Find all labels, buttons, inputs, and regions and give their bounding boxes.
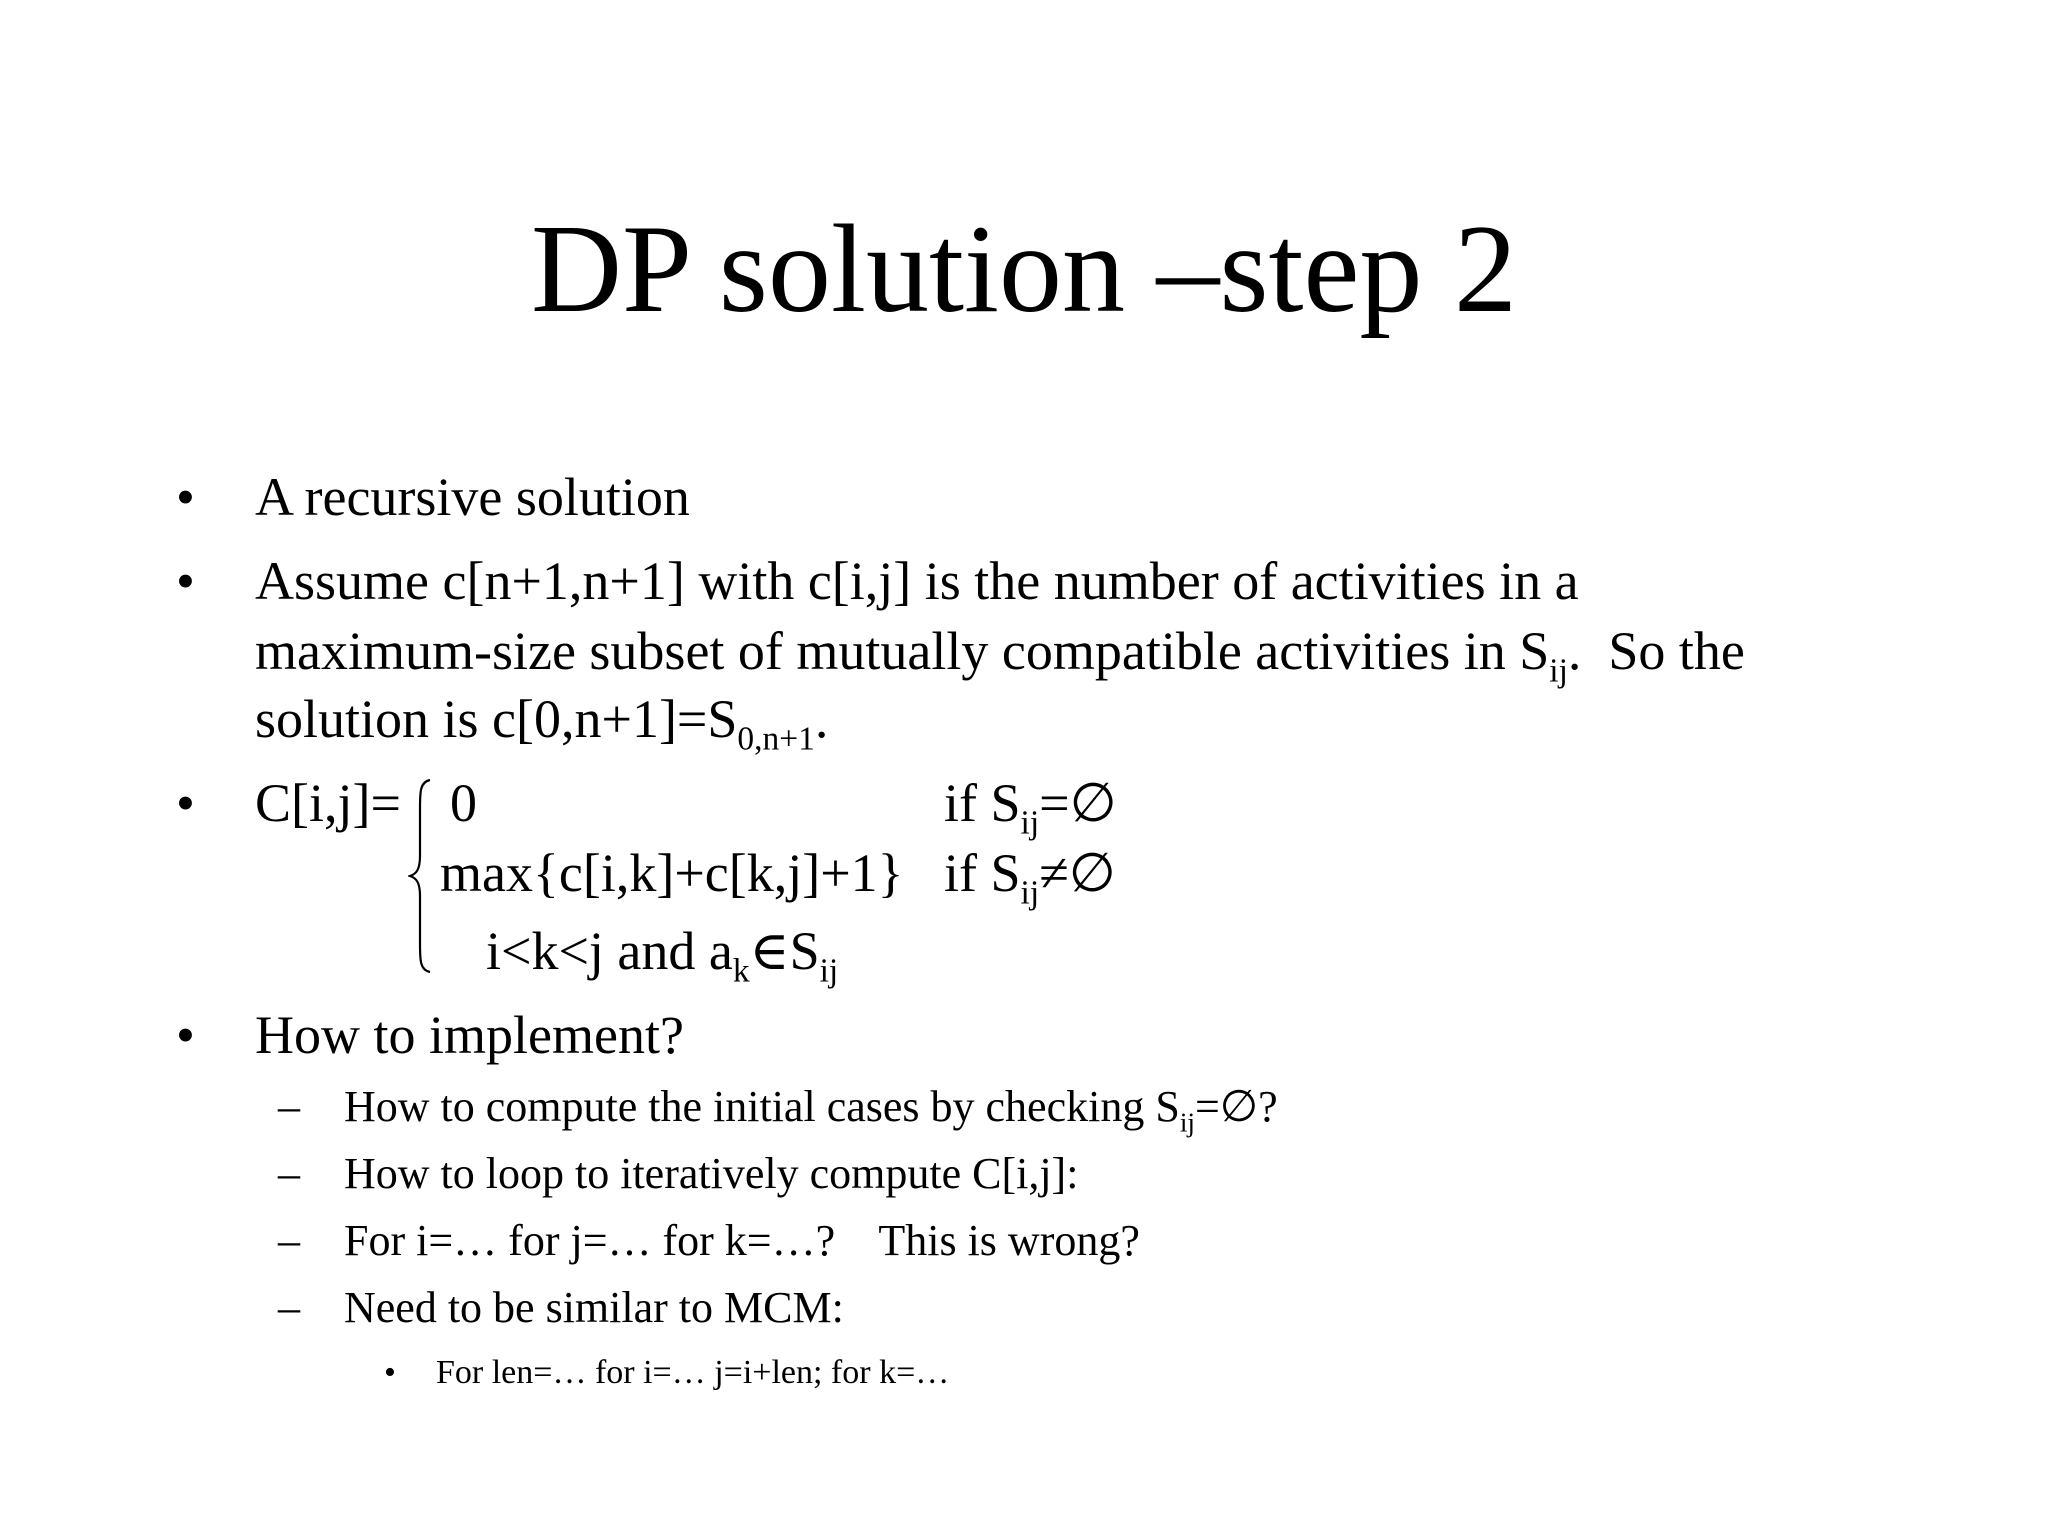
- case2-range: [486, 918, 839, 990]
- subitem-initial-cases-text: How to compute the initial cases by checking S: [344, 1082, 1180, 1131]
- case2-condition-text: if S: [944, 843, 1021, 903]
- subitem-wrong-loop: For i=… for j=… for k=…? This is wrong?: [344, 1216, 1140, 1265]
- assume-line3-text: solution is c[0,n+1]=S: [255, 689, 738, 749]
- subitem-similar-mcm: Need to be similar to MCM:: [344, 1283, 844, 1332]
- bullet-marker: •: [176, 1005, 195, 1065]
- case1-condition-end: =∅: [1039, 773, 1117, 833]
- range-text: i<k<j and a: [486, 921, 733, 981]
- assume-line3-end: .: [814, 689, 829, 749]
- dash-marker: –: [278, 1216, 300, 1265]
- subitem-loop: How to loop to iteratively compute C[i,j]:: [344, 1149, 1079, 1198]
- subitem-mcm-loop: For len=… for i=… j=i+len; for k=…: [436, 1354, 950, 1391]
- bullet-how-to-implement: How to implement?: [255, 1005, 684, 1065]
- case2-value: max{c[i,k]+c[k,j]+1}: [440, 843, 904, 903]
- subscript: 0,n+1: [737, 720, 815, 758]
- case1-condition: [944, 770, 1117, 842]
- bullet-marker: •: [176, 773, 195, 833]
- subitem-initial-cases-end: =∅?: [1194, 1082, 1278, 1131]
- dash-marker: –: [278, 1149, 300, 1198]
- case1-value: 0: [450, 773, 477, 833]
- subscript: ij: [1020, 804, 1040, 842]
- case2-condition: [944, 840, 1116, 912]
- dash-marker: –: [278, 1082, 300, 1131]
- sub-bullet-marker: •: [384, 1354, 396, 1391]
- subscript: ij: [1020, 874, 1040, 912]
- bullet-assume-line1: Assume c[n+1,n+1] with c[i,j] is the number of activities in a: [255, 551, 1579, 611]
- bullet-marker: •: [176, 551, 195, 611]
- dash-marker: –: [278, 1283, 300, 1332]
- bullet-assume-line3: [255, 686, 829, 758]
- recurrence-label: C[i,j]=: [255, 773, 401, 833]
- bullet-recursive-solution: A recursive solution: [255, 467, 690, 527]
- subscript: ij: [1549, 652, 1568, 690]
- case1-condition-text: if S: [944, 773, 1021, 833]
- left-brace: [408, 778, 434, 974]
- bullet-marker: •: [176, 467, 195, 527]
- bullet-assume-line2: [255, 618, 1745, 690]
- assume-line2-end: . So the: [1567, 621, 1745, 681]
- subitem-initial-cases: [344, 1080, 1278, 1138]
- subscript: k: [732, 952, 750, 990]
- subscript: ij: [819, 952, 839, 990]
- subscript: ij: [1179, 1107, 1195, 1138]
- case2-condition-end: ≠∅: [1039, 843, 1116, 903]
- assume-line2-text: maximum-size subset of mutually compatible activities in S: [255, 621, 1550, 681]
- slide-title: DP solution –step 2: [531, 200, 1517, 339]
- range-element-of: ∈S: [749, 921, 820, 981]
